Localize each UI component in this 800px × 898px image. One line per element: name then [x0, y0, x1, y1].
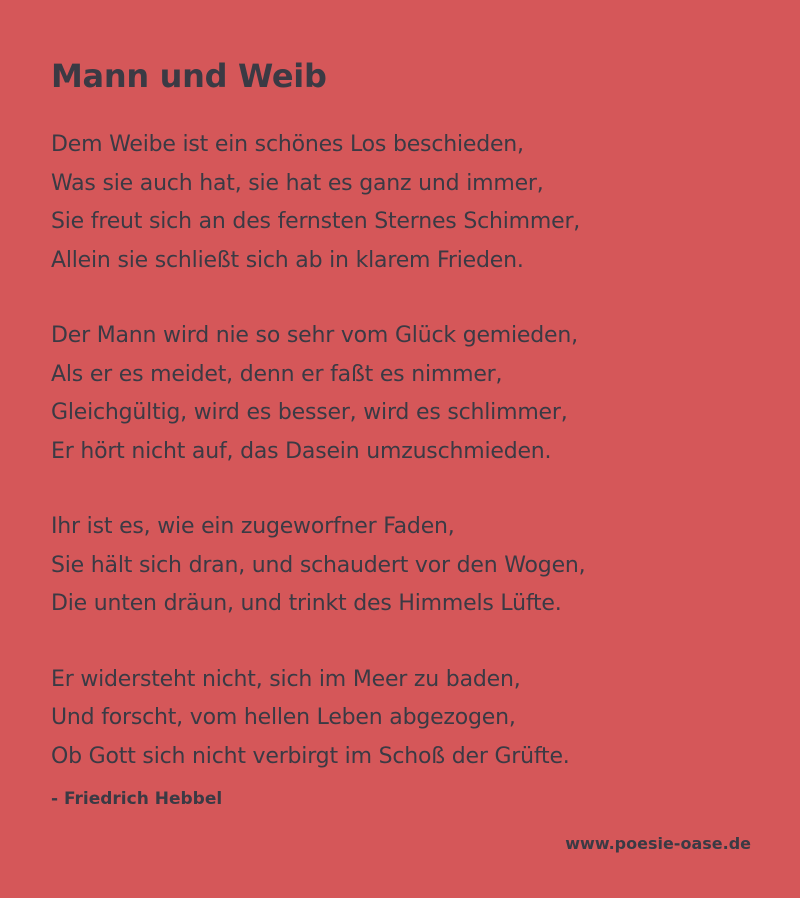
verse-line: Gleichgültig, wird es besser, wird es schlimmer,: [51, 400, 568, 425]
stanza-3: [51, 508, 781, 624]
verse-line: Er widersteht nicht, sich im Meer zu baden,: [51, 666, 521, 692]
verse-line: Er hört nicht auf, das Dasein umzuschmieden.: [51, 438, 552, 464]
verse-line: Und forscht, vom hellen Leben abgezogen,: [51, 705, 516, 730]
verse-line: Ob Gott sich nicht verbirgt im Schoß der Grüfte.: [51, 743, 570, 769]
verse-line: Sie hält sich dran, und schaudert vor den Wogen,: [51, 552, 586, 578]
verse-line: Was sie auch hat, sie hat es ganz und immer,: [51, 170, 544, 196]
website-url: www.poesie-oase.de: [565, 834, 751, 853]
verse-line: Der Mann wird nie so sehr vom Glück gemieden,: [51, 323, 578, 348]
verse-line: Sie freut sich an des fernsten Sternes Schimmer,: [51, 209, 581, 234]
poem-body: [51, 126, 781, 776]
stanza-1: [51, 126, 781, 280]
stanza-2: [51, 317, 781, 471]
verse-line: Die unten dräun, und trinkt des Himmels Lüfte.: [51, 591, 562, 616]
verse-line: Allein sie schließt sich ab in klarem Frieden.: [51, 247, 524, 273]
verse-line: Dem Weibe ist ein schönes Los beschieden,: [51, 132, 524, 157]
verse-line: Ihr ist es, wie ein zugeworfner Faden,: [51, 514, 455, 539]
stanza-4: [51, 661, 781, 777]
verse-line: Als er es meidet, denn er faßt es nimmer,: [51, 361, 503, 387]
poem-author: - Friedrich Hebbel: [51, 789, 223, 809]
poem-title: Mann und Weib: [51, 57, 327, 95]
